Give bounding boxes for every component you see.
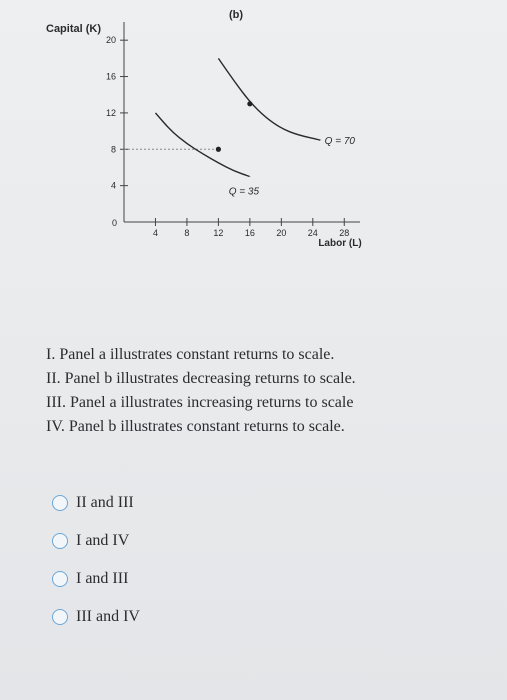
isoquant-curve-1 [155, 113, 249, 177]
answer-options [52, 484, 140, 636]
option-label: I and IV [76, 532, 130, 549]
radio-button-icon[interactable] [52, 495, 68, 511]
x-tick-label: 28 [339, 228, 350, 238]
option-i-and-iii[interactable] [52, 560, 140, 598]
x-tick-label: 20 [276, 228, 287, 238]
option-ii-and-iii[interactable] [52, 484, 140, 522]
chart-svg [40, 2, 370, 262]
y-tick-label: 8 [110, 144, 116, 155]
x-tick-label: 12 [213, 228, 224, 238]
y-tick-label: 4 [110, 180, 116, 191]
radio-button-icon[interactable] [52, 533, 68, 549]
x-tick-label: 24 [307, 228, 318, 238]
radio-button-icon[interactable] [52, 571, 68, 587]
radio-button-icon[interactable] [52, 609, 68, 625]
option-i-and-iv[interactable] [52, 522, 140, 560]
statement-list [46, 343, 486, 439]
x-axis-label: Labor (L) [318, 238, 362, 249]
isoquant-curve-2 [218, 58, 320, 140]
option-label: III and IV [76, 608, 140, 625]
isoquant-point-1 [216, 147, 221, 152]
series-label-q70: Q = 70 [324, 136, 355, 148]
y-tick-label: 16 [105, 71, 116, 82]
panel-label: (b) [228, 9, 244, 21]
isoquant-point-2 [247, 101, 252, 106]
option-iii-and-iv[interactable] [52, 598, 140, 636]
x-tick-label: 8 [184, 228, 190, 238]
origin-label: 0 [112, 218, 118, 228]
statement-2: II. Panel b illustrates decreasing returns to scale. [46, 370, 356, 387]
y-axis-label: Capital (K) [46, 23, 101, 35]
x-tick-label: 4 [152, 228, 158, 238]
x-tick-label: 16 [244, 228, 255, 238]
statement-3: III. Panel a illustrates increasing returns to scale [46, 394, 354, 411]
y-tick-label: 12 [105, 107, 116, 118]
y-tick-label: 20 [105, 35, 116, 46]
isoquant-chart [40, 2, 370, 262]
statement-4: IV. Panel b illustrates constant returns to scale. [46, 418, 345, 435]
statement-1: I. Panel a illustrates constant returns to scale. [46, 346, 335, 363]
option-label: II and III [76, 494, 134, 511]
series-label-q35: Q = 35 [228, 186, 260, 198]
option-label: I and III [76, 570, 129, 587]
